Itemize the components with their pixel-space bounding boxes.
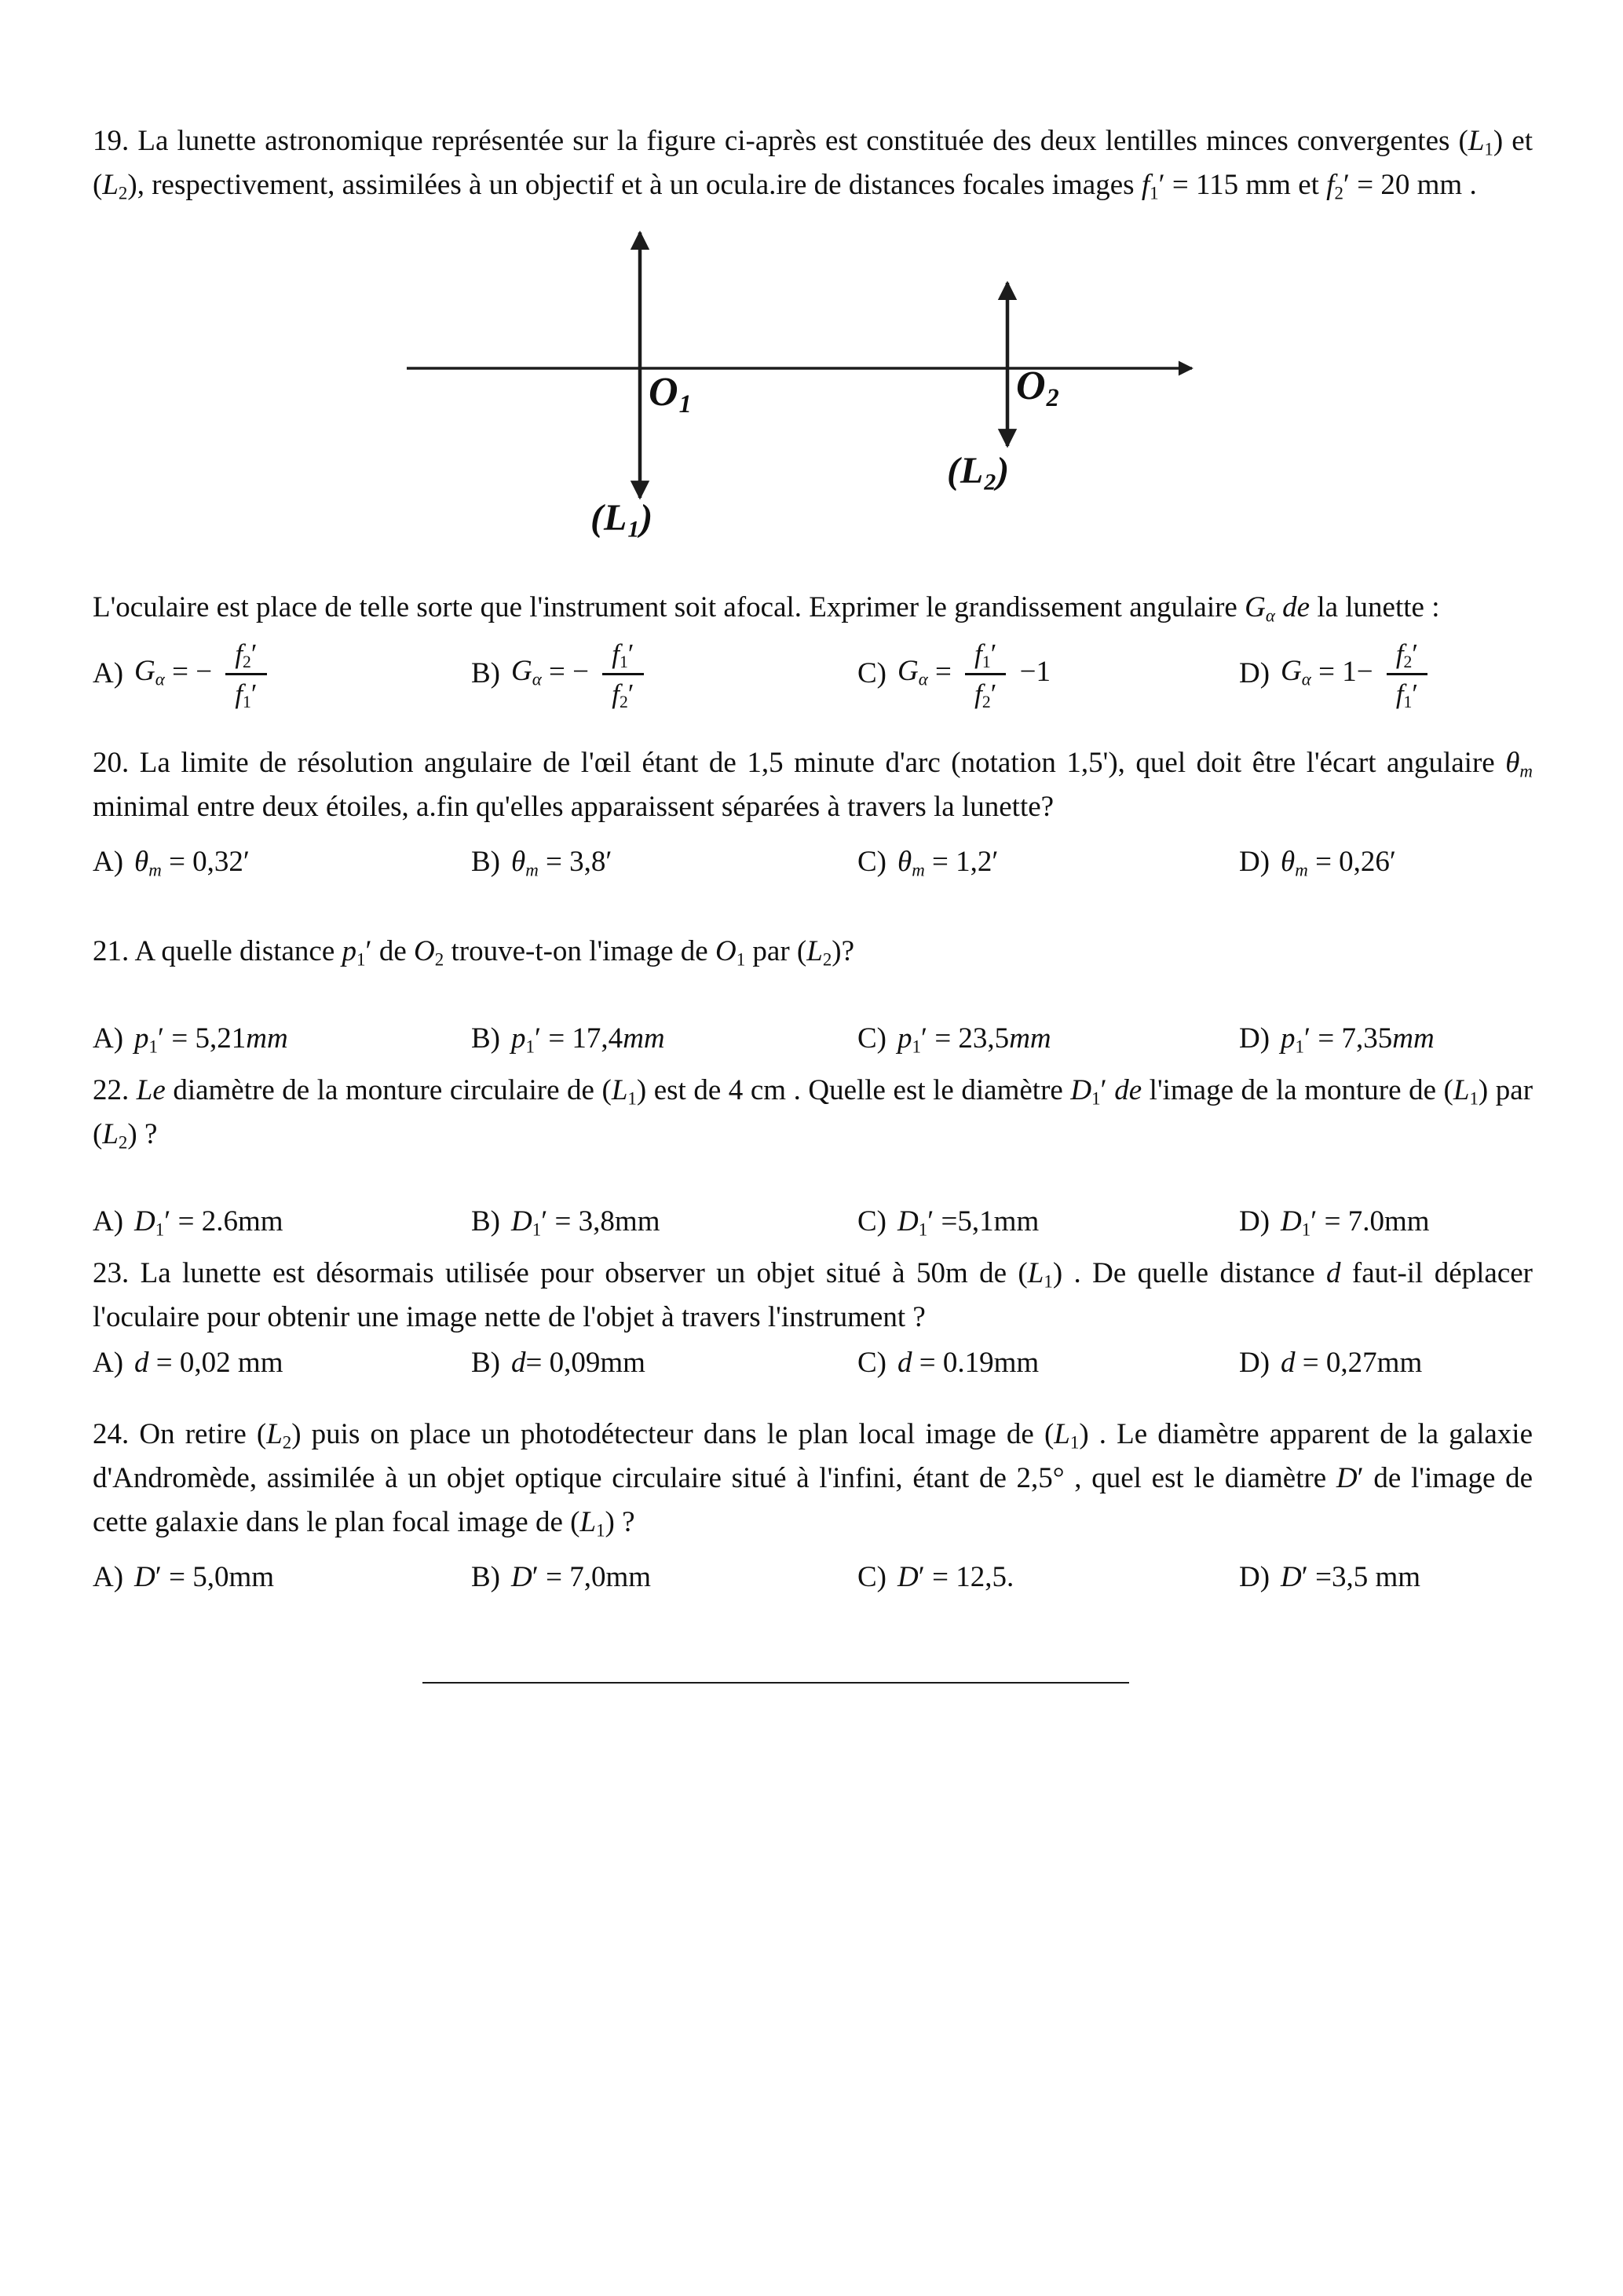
question-22-text: 22. Le diamètre de la monture circulaire de $(L_1)$ est de 4 cm . Quelle est le diamètre $D_1'$ de l'image de la monture de $(L_1)$ par $(L_2)$ ? [93,1074,1533,1153]
option-label: B) [471,1205,500,1238]
optical-diagram [93,215,1533,576]
answer-option-b [471,1341,857,1385]
option-label: D) [1239,1022,1270,1055]
answer-option-a [93,1200,471,1244]
question-24-options [93,1556,1533,1600]
answer-option-b [471,1017,857,1061]
answer-option-b [471,1200,857,1244]
fraction [965,638,1006,711]
option-formula [134,638,273,711]
formula-prefix: $G_\alpha$ = − [511,655,590,689]
answer-option-c [857,1341,1239,1385]
question-23-text: 23. La lunette est désormais utilisée pour observer un objet situé à 50m de $(L_1)$ . De quelle distance d faut-il déplacer l'oculaire pour obtenir une image nette de l'objet à travers l'instrument ? [93,1257,1533,1333]
option-value: $D_1' =5,1mm$ [897,1205,1040,1240]
eyepiece-center-label: $O_2$ [1016,364,1060,412]
option-label: C) [857,657,886,689]
question-21-options [93,1017,1533,1061]
option-label: A) [93,1561,124,1593]
option-value: $D_1' = 7.0mm$ [1281,1205,1430,1240]
eyepiece-lens-label: $(L_2)$ [947,450,1011,495]
option-label: D) [1239,657,1270,689]
option-value: D′ =3,5 mm [1281,1561,1421,1593]
fraction [225,638,266,711]
objective-center-label: $O_1$ [649,370,693,419]
answer-option-a [93,1556,471,1600]
option-label: B) [471,846,500,878]
separator-line [422,1682,1129,1684]
option-value: $D_1' = 3,8mm$ [511,1205,660,1240]
option-value: d= 0,09mm [511,1347,645,1379]
option-formula [1281,638,1434,711]
fraction-numerator: $f_2'$ [1387,638,1427,675]
answer-option-d [1239,1200,1533,1244]
option-value: D′ = 5,0mm [134,1561,275,1593]
option-label: B) [471,1561,500,1593]
question-20-text: 20. La limite de résolution angulaire de l'œil étant de 1,5 minute d'arc (notation 1,5'), quel doit être l'écart angulaire $\theta_m$ minimal entre deux étoiles, a.fin qu'elles apparaissent séparées à travers la lunette? [93,747,1533,823]
option-value: $p_1' = 5,21mm$ [134,1022,288,1057]
option-value: $p_1' = 7,35mm$ [1281,1022,1435,1057]
page-content [93,119,1533,1684]
answer-option-c [857,1556,1239,1600]
optical-diagram-figure [93,215,1533,576]
fraction-denominator: $f_2'$ [612,678,634,711]
option-label: B) [471,657,500,689]
fraction-numerator: $f_2'$ [225,638,266,675]
question-19-text: 19. La lunette astronomique représentée sur la figure ci-après est constituée des deux lentilles minces convergentes $(L_1)$ et $(L_2)$, respectivement, assimilées à un objectif et à un ocula.ire de distances focales images $f_1' = 115$ mm et $f_2' = 20$ mm . [93,125,1533,203]
answer-option-a [93,638,471,711]
option-label: C) [857,1561,886,1593]
option-label: D) [1239,846,1270,878]
option-label: B) [471,1022,500,1055]
answer-option-c [857,638,1239,711]
option-value: $D_1' = 2.6mm$ [134,1205,283,1240]
question-22-options [93,1200,1533,1244]
answer-option-d [1239,1556,1533,1600]
option-label: D) [1239,1561,1270,1593]
answer-option-d [1239,638,1533,711]
option-label: D) [1239,1205,1270,1238]
option-value: D′ = 12,5. [897,1561,1014,1593]
formula-prefix: $G_\alpha$ = − [134,655,213,689]
answer-option-c [857,840,1239,884]
option-value: $p_1' = 23,5mm$ [897,1022,1051,1057]
answer-option-b [471,840,857,884]
question-19-options [93,630,1533,718]
fraction [1387,638,1427,711]
answer-option-d [1239,1017,1533,1061]
option-value: $p_1' = 17,4mm$ [511,1022,665,1057]
objective-lens-label: $(L_1)$ [590,497,654,543]
option-value: d = 0,27mm [1281,1347,1423,1379]
option-formula [511,638,650,711]
option-label: C) [857,1022,886,1055]
answer-option-d [1239,1341,1533,1385]
option-label: C) [857,846,886,878]
formula-prefix: $G_\alpha$ = [897,655,952,689]
option-label: A) [93,657,124,689]
option-value: $\theta_m = 0,32'$ [134,846,250,880]
fraction-denominator: $f_1'$ [1395,678,1419,711]
option-value: $\theta_m = 3,8'$ [511,846,612,880]
answer-option-b [471,1556,857,1600]
option-value: D′ = 7,0mm [511,1561,652,1593]
option-label: D) [1239,1347,1270,1379]
question-20-options [93,840,1533,884]
formula-prefix: $G_\alpha = 1-$ [1281,655,1373,689]
fraction [602,638,643,711]
answer-option-a [93,1017,471,1061]
option-label: A) [93,846,124,878]
formula-suffix: −1 [1019,655,1051,688]
option-label: B) [471,1347,500,1379]
question-24-text: 24. On retire $(L_2)$ puis on place un photodétecteur dans le plan local image de $(L_1)$ . Le diamètre apparent de la galaxie d'Andromède, assimilée à un objet optique circulaire situé à l'infini, étant de 2,5° , quel est le diamètre D′ de l'image de cette galaxie dans le plan focal image de $(L_1)$ ? [93,1418,1533,1541]
answer-option-b [471,638,857,711]
option-value: $\theta_m = 1,2'$ [897,846,999,880]
fraction-denominator: $f_2'$ [974,678,997,711]
fraction-numerator: $f_1'$ [965,638,1006,675]
question-23-options [93,1341,1533,1385]
option-label: C) [857,1347,886,1379]
option-label: C) [857,1205,886,1238]
option-value: d = 0,02 mm [134,1347,283,1379]
answer-option-c [857,1200,1239,1244]
answer-option-d [1239,840,1533,884]
fraction-numerator: $f_1'$ [602,638,643,675]
fraction-denominator: $f_1'$ [235,678,258,711]
answer-option-c [857,1017,1239,1061]
option-label: A) [93,1347,124,1379]
option-label: A) [93,1205,124,1238]
option-value: d = 0.19mm [897,1347,1040,1379]
question-21-text: 21. A quelle distance $p_1'$ de $O_2$ trouve-t-on l'image de $O_1$ par $(L_2)$? [93,935,855,970]
question-19-prompt: L'oculaire est place de telle sorte que l'instrument soit afocal. Exprimer le grandissement angulaire $G_\alpha$ de la lunette : [93,591,1440,626]
answer-option-a [93,1341,471,1385]
option-label: A) [93,1022,124,1055]
option-value: $\theta_m = 0,26'$ [1281,846,1397,880]
option-formula [897,638,1051,711]
answer-option-a [93,840,471,884]
